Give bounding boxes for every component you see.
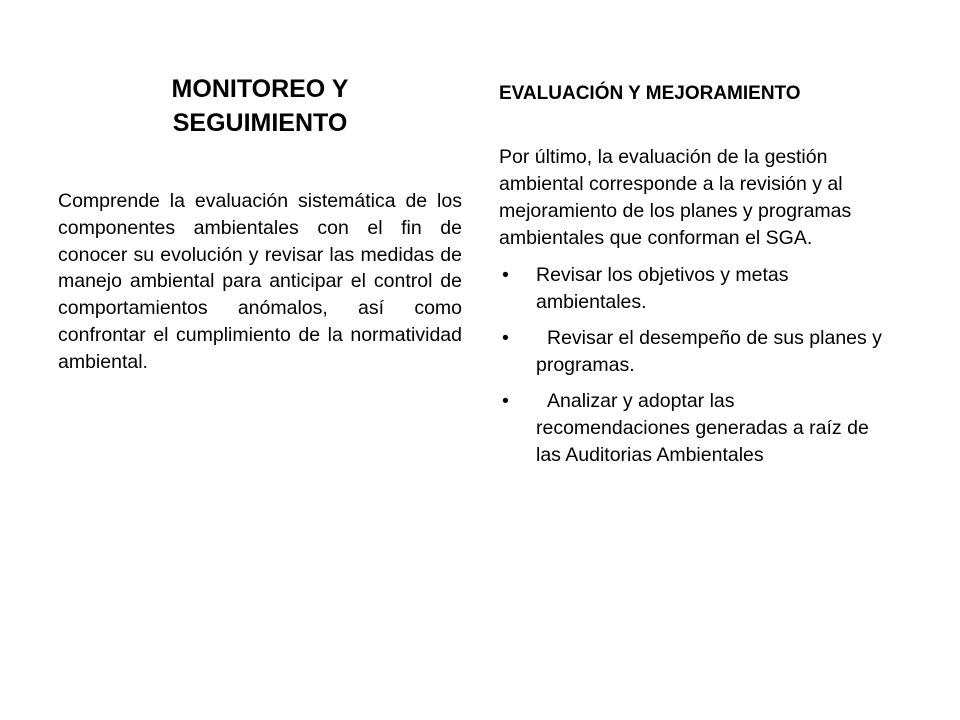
monitoring-title-line2: SEGUIMIENTO <box>172 109 348 137</box>
evaluation-description: Por último, la evaluación de la gestión ambiental corresponde a la revisión y al mejoramiento de los planes y programas ambientales que conforman el SGA. <box>499 146 852 249</box>
right-column <box>499 80 884 478</box>
list-item <box>499 388 884 469</box>
list-item <box>499 325 884 379</box>
bullet-text: Revisar los objetivos y metas ambientales. <box>536 264 789 313</box>
bullet-icon: • <box>502 264 509 286</box>
bullet-icon: • <box>502 327 509 349</box>
monitoring-description: Comprende la evaluación sistemática de los componentes ambientales con el fin de conocer su evolución y revisar las medidas de manejo ambiental para anticipar el control de comportamientos anómalos, así como confrontar el cumplimiento de la normatividad ambiental. <box>58 190 462 373</box>
monitoring-title-line1: MONITOREO Y <box>171 75 349 103</box>
bullet-icon: • <box>502 390 509 412</box>
evaluation-bullet-list <box>499 262 884 469</box>
list-item <box>499 262 884 316</box>
bullet-text: Analizar y adoptar las recomendaciones generadas a raíz de las Auditorias Ambientales <box>536 390 869 466</box>
evaluation-title: EVALUACIÓN Y MEJORAMIENTO <box>499 83 801 104</box>
bullet-text: Revisar el desempeño de sus planes y programas. <box>536 327 882 376</box>
left-column <box>58 72 462 376</box>
monitoring-title <box>58 72 462 140</box>
